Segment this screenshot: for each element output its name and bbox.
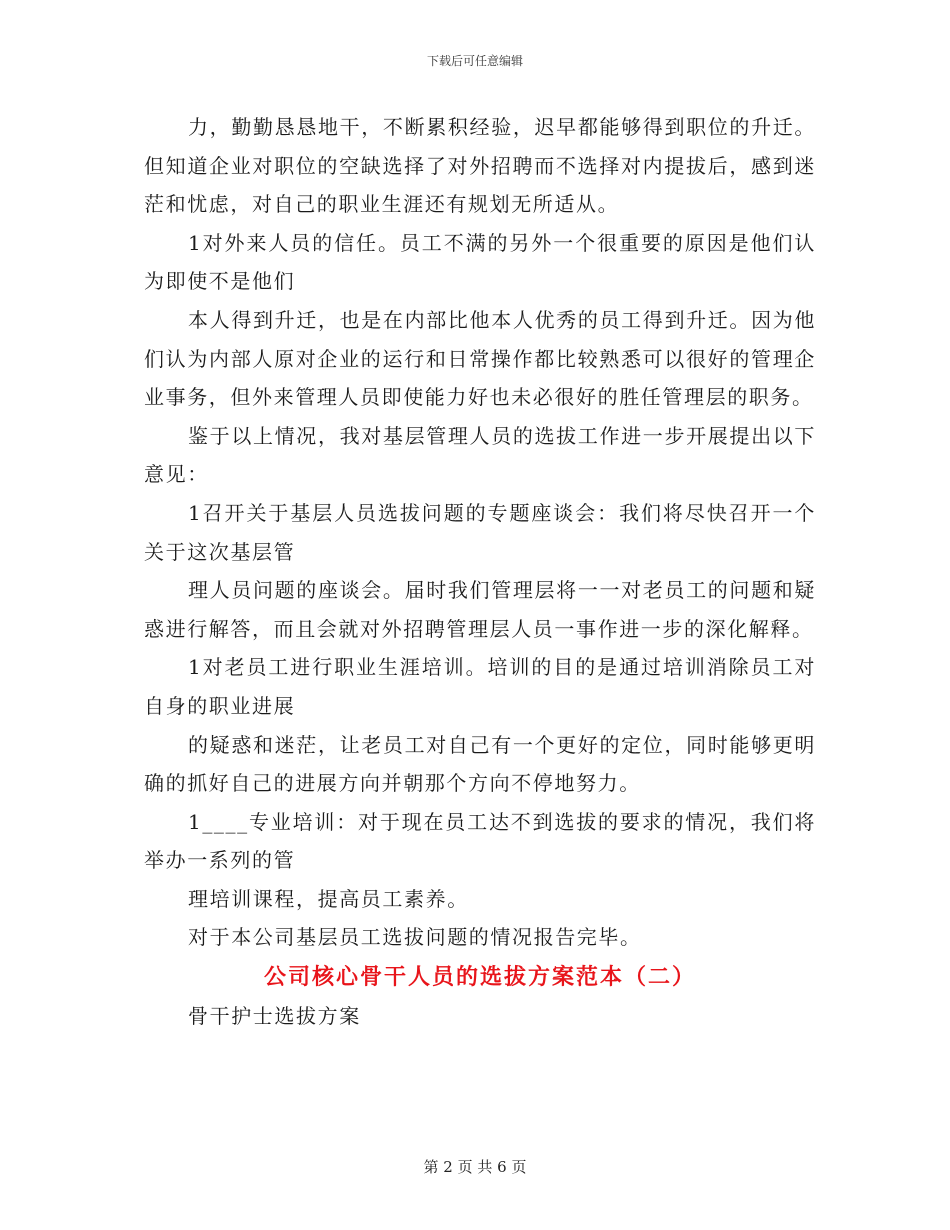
body-paragraph: 力，勤勤恳恳地干，不断累积经验，迟早都能够得到职位的升迁。但知道企业对职位的空缺选择了对外招聘而不选择对内提拔后，感到迷茫和忧虑，对自己的职业生涯还有规划无所适从。 bbox=[144, 115, 816, 217]
body-paragraph: 理培训课程，提高员工素养。 bbox=[188, 886, 469, 911]
body-paragraph: 对于本公司基层员工选拔问题的情况报告完毕。 bbox=[188, 925, 642, 950]
body-paragraph: 1召开关于基层人员选拔问题的专题座谈会：我们将尽快召开一个关于这次基层管 bbox=[144, 500, 816, 564]
body-paragraph: 1对老员工进行职业生涯培训。培训的目的是通过培训消除员工对自身的职业进展 bbox=[144, 655, 816, 718]
body-paragraph: 的疑惑和迷茫，让老员工对自己有一个更好的定位，同时能够更明确的抓好自己的进展方向并朝那个方向不停地努力。 bbox=[144, 732, 816, 796]
page-number: 第 2 页 共 6 页 bbox=[423, 1158, 527, 1176]
body-paragraph: 本人得到升迁，也是在内部比他本人优秀的员工得到升迁。因为他们认为内部人原对企业的运行和日常操作都比较熟悉可以很好的管理企业事务，但外来管理人员即使能力好也未必很好的胜任管理层的职务。 bbox=[144, 307, 816, 410]
section-subtitle: 骨干护士选拔方案 bbox=[188, 1004, 361, 1029]
body-paragraph: 鉴于以上情况，我对基层管理人员的选拔工作进一步开展提出以下意见： bbox=[144, 423, 816, 487]
body-paragraph: 1对外来人员的信任。员工不满的另外一个很重要的原因是他们认为即使不是他们 bbox=[144, 230, 816, 294]
section-title: 公司核心骨干人员的选拔方案范本（二） bbox=[263, 964, 696, 991]
body-paragraph: 1____专业培训：对于现在员工达不到选拔的要求的情况，我们将举办一系列的管 bbox=[144, 809, 816, 873]
page-header: 下载后可任意编辑 bbox=[426, 54, 523, 68]
document-body bbox=[144, 108, 816, 1036]
body-paragraph: 理人员问题的座谈会。届时我们管理层将一一对老员工的问题和疑惑进行解答，而且会就对外招聘管理层人员一事作进一步的深化解释。 bbox=[144, 578, 816, 641]
